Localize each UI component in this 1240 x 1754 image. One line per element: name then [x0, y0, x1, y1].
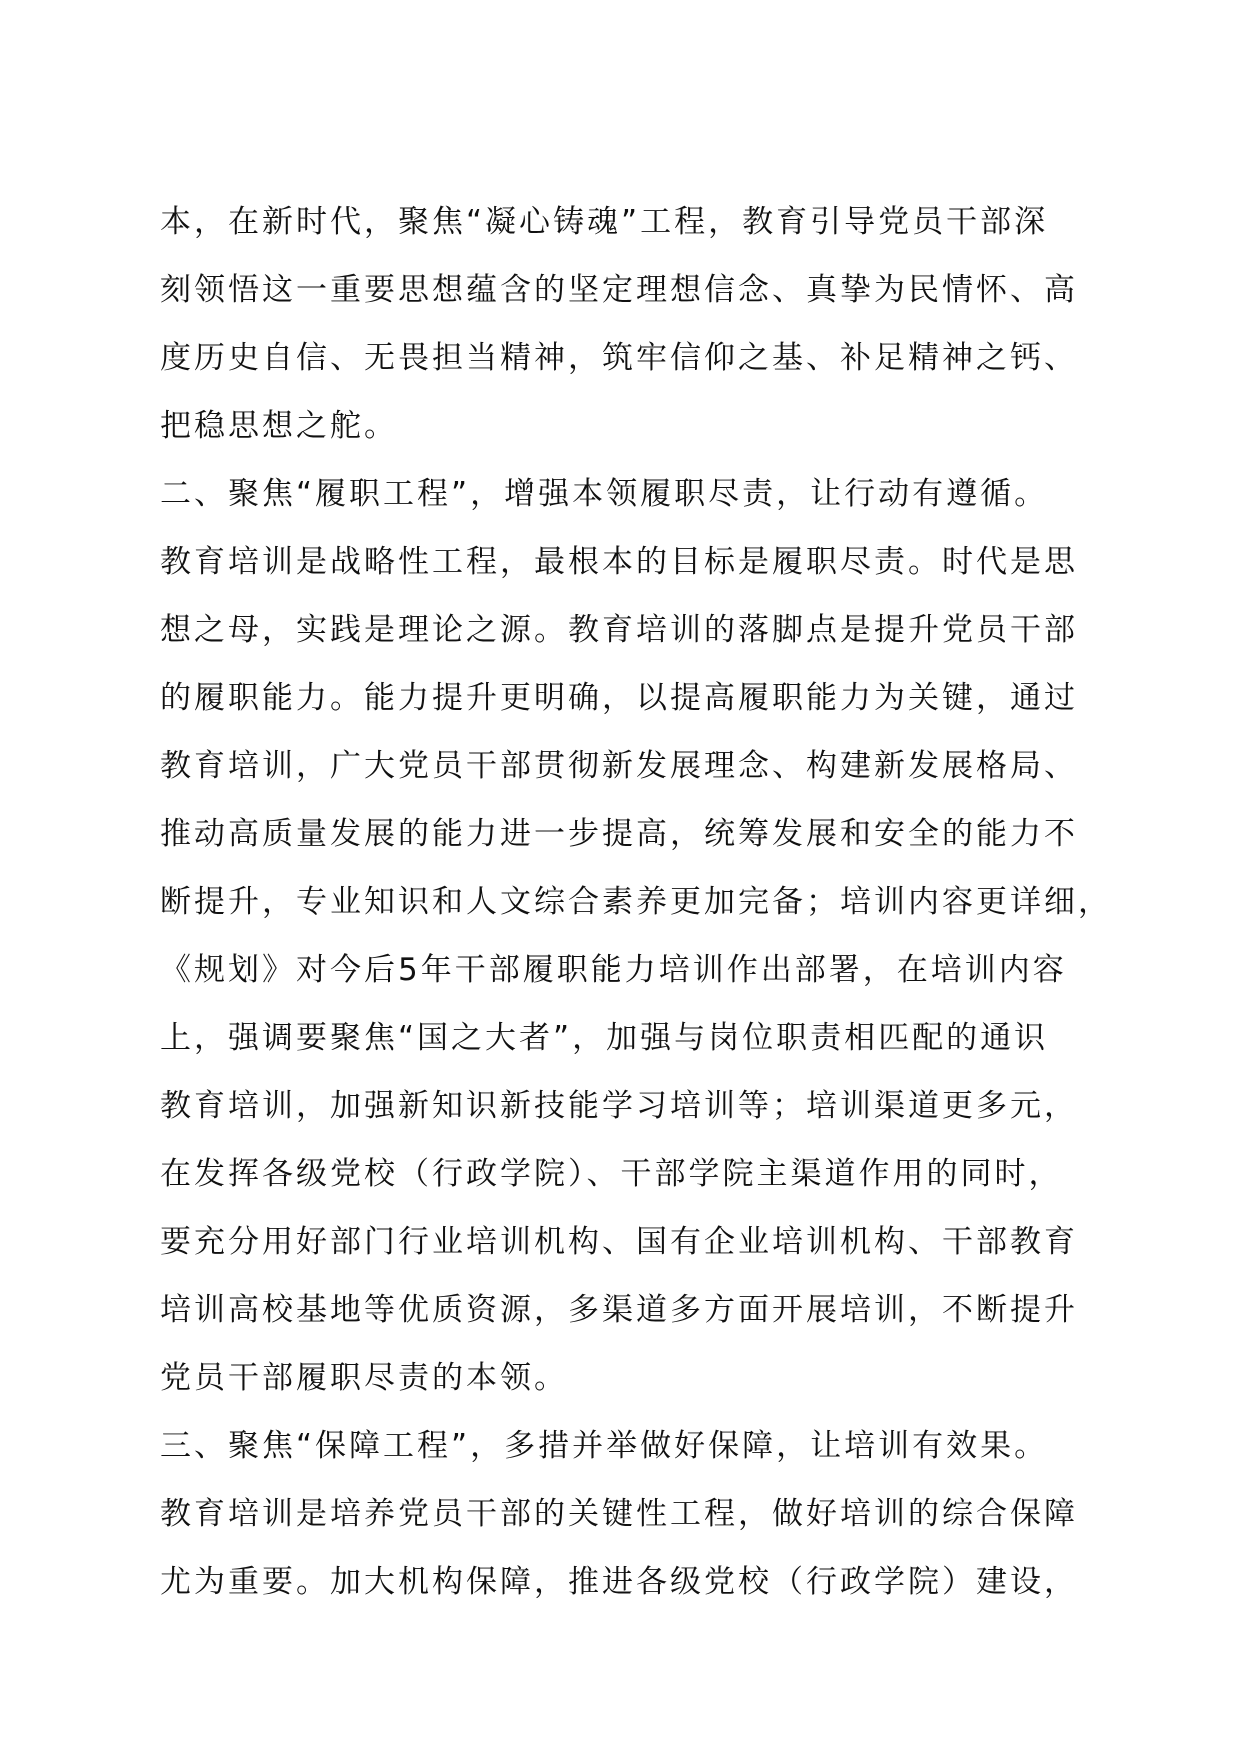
text-line: 教育培训，加强新知识新技能学习培训等；培训渠道更多元，: [160, 1088, 1078, 1124]
text-line: 培训高校基地等优质资源，多渠道多方面开展培训，不断提升: [160, 1292, 1078, 1328]
text-line: 教育培训是战略性工程，最根本的目标是履职尽责。时代是思: [160, 544, 1078, 580]
text-line: 把稳思想之舵。: [160, 408, 398, 444]
text-line: 尤为重要。加大机构保障，推进各级党校（行政学院）建设，: [160, 1564, 1078, 1600]
section-heading-2: 二、聚焦“履职工程”，增强本领履职尽责，让行动有遵循。: [160, 476, 1049, 512]
text-line: 本，在新时代，聚焦“凝心铸魂”工程，教育引导党员干部深: [160, 204, 1049, 240]
text-line: 度历史自信、无畏担当精神，筑牢信仰之基、补足精神之钙、: [160, 340, 1078, 376]
text-line: 教育培训，广大党员干部贯彻新发展理念、构建新发展格局、: [160, 748, 1078, 784]
body-text: [160, 188, 1120, 1616]
text-line: 在发挥各级党校（行政学院）、干部学院主渠道作用的同时，: [160, 1156, 1063, 1192]
text-line: 教育培训是培养党员干部的关键性工程，做好培训的综合保障: [160, 1496, 1078, 1532]
section-heading-3: 三、聚焦“保障工程”，多措并举做好保障，让培训有效果。: [160, 1428, 1049, 1464]
text-line: 《规划》对今后5年干部履职能力培训作出部署，在培训内容: [160, 952, 1067, 988]
text-line: 的履职能力。能力提升更明确，以提高履职能力为关键，通过: [160, 680, 1078, 716]
text-line: 断提升，专业知识和人文综合素养更加完备；培训内容更详细，: [160, 884, 1112, 920]
text-line: 刻领悟这一重要思想蕴含的坚定理想信念、真挚为民情怀、高: [160, 272, 1078, 308]
text-line: 想之母，实践是理论之源。教育培训的落脚点是提升党员干部: [160, 612, 1078, 648]
text-line: 要充分用好部门行业培训机构、国有企业培训机构、干部教育: [160, 1224, 1078, 1260]
text-line: 推动高质量发展的能力进一步提高，统筹发展和安全的能力不: [160, 816, 1078, 852]
text-line: 上，强调要聚焦“国之大者”，加强与岗位职责相匹配的通识: [160, 1020, 1049, 1056]
text-line: 党员干部履职尽责的本领。: [160, 1360, 568, 1396]
